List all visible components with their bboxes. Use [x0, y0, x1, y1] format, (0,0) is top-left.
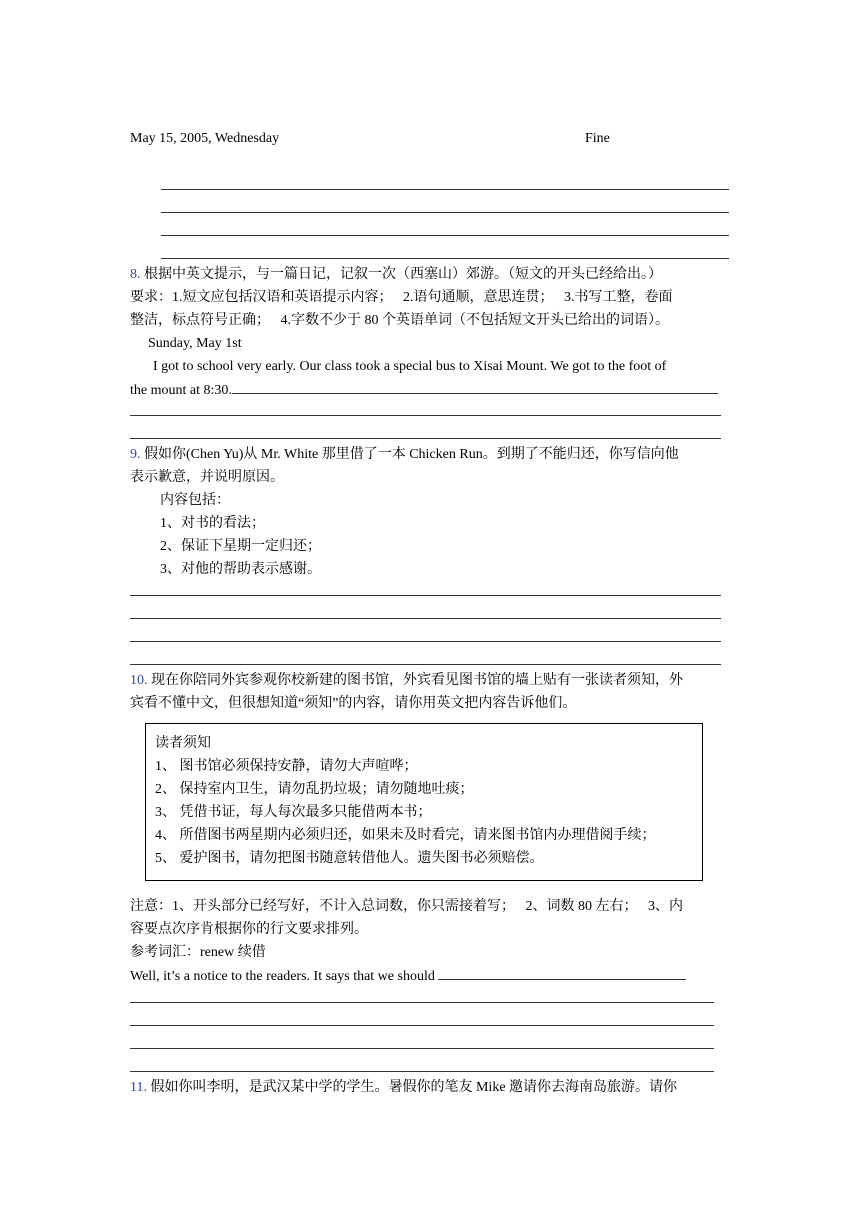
answer-line — [130, 1071, 714, 1072]
q10-prompt-line2: 宾看不懂中文，但很想知道“须知”的内容，请你用英文把内容告诉他们。 — [130, 696, 577, 711]
notice-item: 1、 图书馆必须保持安静，请勿大声喧哗； — [155, 759, 418, 774]
notice-title: 读者须知 — [155, 736, 211, 751]
answer-line — [130, 595, 721, 596]
notice-item: 4、 所借图书两星期内必须归还，如果未及时看完，请来图书馆内办理借阅手续； — [155, 828, 656, 843]
q10-answer-blank[interactable] — [438, 967, 686, 980]
q11-number: 11. — [130, 1080, 147, 1095]
q10-text: 现在你陪同外宾参观你校新建的图书馆，外宾看见图书馆的墙上贴有一张读者须知，外 — [151, 673, 683, 688]
q9-item: 3、对他的帮助表示感谢。 — [160, 562, 321, 577]
q8-text-line1: I got to school very early. Our class took a special bus to Xisai Mount. We got to the foot of — [153, 359, 667, 374]
q9-number: 9. — [130, 447, 141, 462]
answer-line — [130, 641, 721, 642]
q8-answer-blank[interactable] — [232, 381, 718, 394]
answer-line — [130, 1002, 714, 1003]
q9-item: 2、保证下星期一定归还； — [160, 539, 321, 554]
answer-line — [161, 258, 729, 259]
answer-line — [130, 415, 721, 416]
q10-number: 10. — [130, 673, 148, 688]
q10-start-text: Well, it’s a notice to the readers. It says that we should — [130, 969, 435, 984]
q11-prompt-line1 — [130, 1079, 677, 1097]
q10-prompt-line1 — [130, 672, 683, 690]
q10-note-line2: 容要点次序肯根据你的行文要求排列。 — [130, 922, 368, 937]
q8-prompt-line3: 整洁，标点符号正确； 4.字数不少于 80 个英语单词（不包括短文开头已给出的词语）。 — [130, 313, 669, 328]
answer-line — [130, 1048, 714, 1049]
q9-prompt-line1 — [130, 446, 679, 464]
answer-line — [130, 438, 721, 439]
answer-line — [161, 189, 729, 190]
answer-line — [161, 235, 729, 236]
q10-start — [130, 967, 686, 986]
q8-text-start: the mount at 8:30. — [130, 383, 232, 398]
answer-line — [130, 618, 721, 619]
q8-text-line2 — [130, 381, 718, 400]
q8-number: 8. — [130, 267, 141, 282]
q10-note-line1: 注意：1、开头部分已经写好，不计入总词数，你只需接着写； 2、词数 80 左右； 3、内 — [130, 899, 683, 914]
q9-prompt-line2: 表示歉意，并说明原因。 — [130, 470, 284, 485]
q8-text: 根据中英文提示，与一篇日记，记叙一次（西塞山）郊游。（短文的开头已经给出。） — [144, 267, 662, 282]
notice-item: 2、 保持室内卫生，请勿乱扔垃圾；请勿随地吐痰； — [155, 782, 474, 797]
q9-item: 1、对书的看法； — [160, 516, 265, 531]
diary-weather: Fine — [585, 131, 610, 146]
q8-prompt-line1 — [130, 266, 662, 284]
notice-item: 5、 爱护图书，请勿把图书随意转借他人。遗失图书必须赔偿。 — [155, 851, 544, 866]
q8-diary-date: Sunday, May 1st — [148, 336, 242, 351]
notice-item: 3、 凭借书证，每人每次最多只能借两本书； — [155, 805, 432, 820]
q9-text: 假如你(Chen Yu)从 Mr. White 那里借了一本 Chicken Run。到期了不能归还，你写信向他 — [144, 447, 679, 462]
q11-text: 假如你叫李明，是武汉某中学的学生。暑假你的笔友 Mike 邀请你去海南岛旅游。请你 — [150, 1080, 678, 1095]
q8-prompt-line2: 要求：1.短文应包括汉语和英语提示内容； 2.语句通顺，意思连贯； 3.书写工整，卷面 — [130, 290, 673, 305]
answer-line — [130, 1025, 714, 1026]
answer-line — [130, 664, 721, 665]
q10-vocab: 参考词汇：renew 续借 — [130, 945, 266, 960]
q9-content-title: 内容包括： — [160, 493, 230, 508]
diary-date: May 15, 2005, Wednesday — [130, 131, 280, 146]
answer-line — [161, 212, 729, 213]
